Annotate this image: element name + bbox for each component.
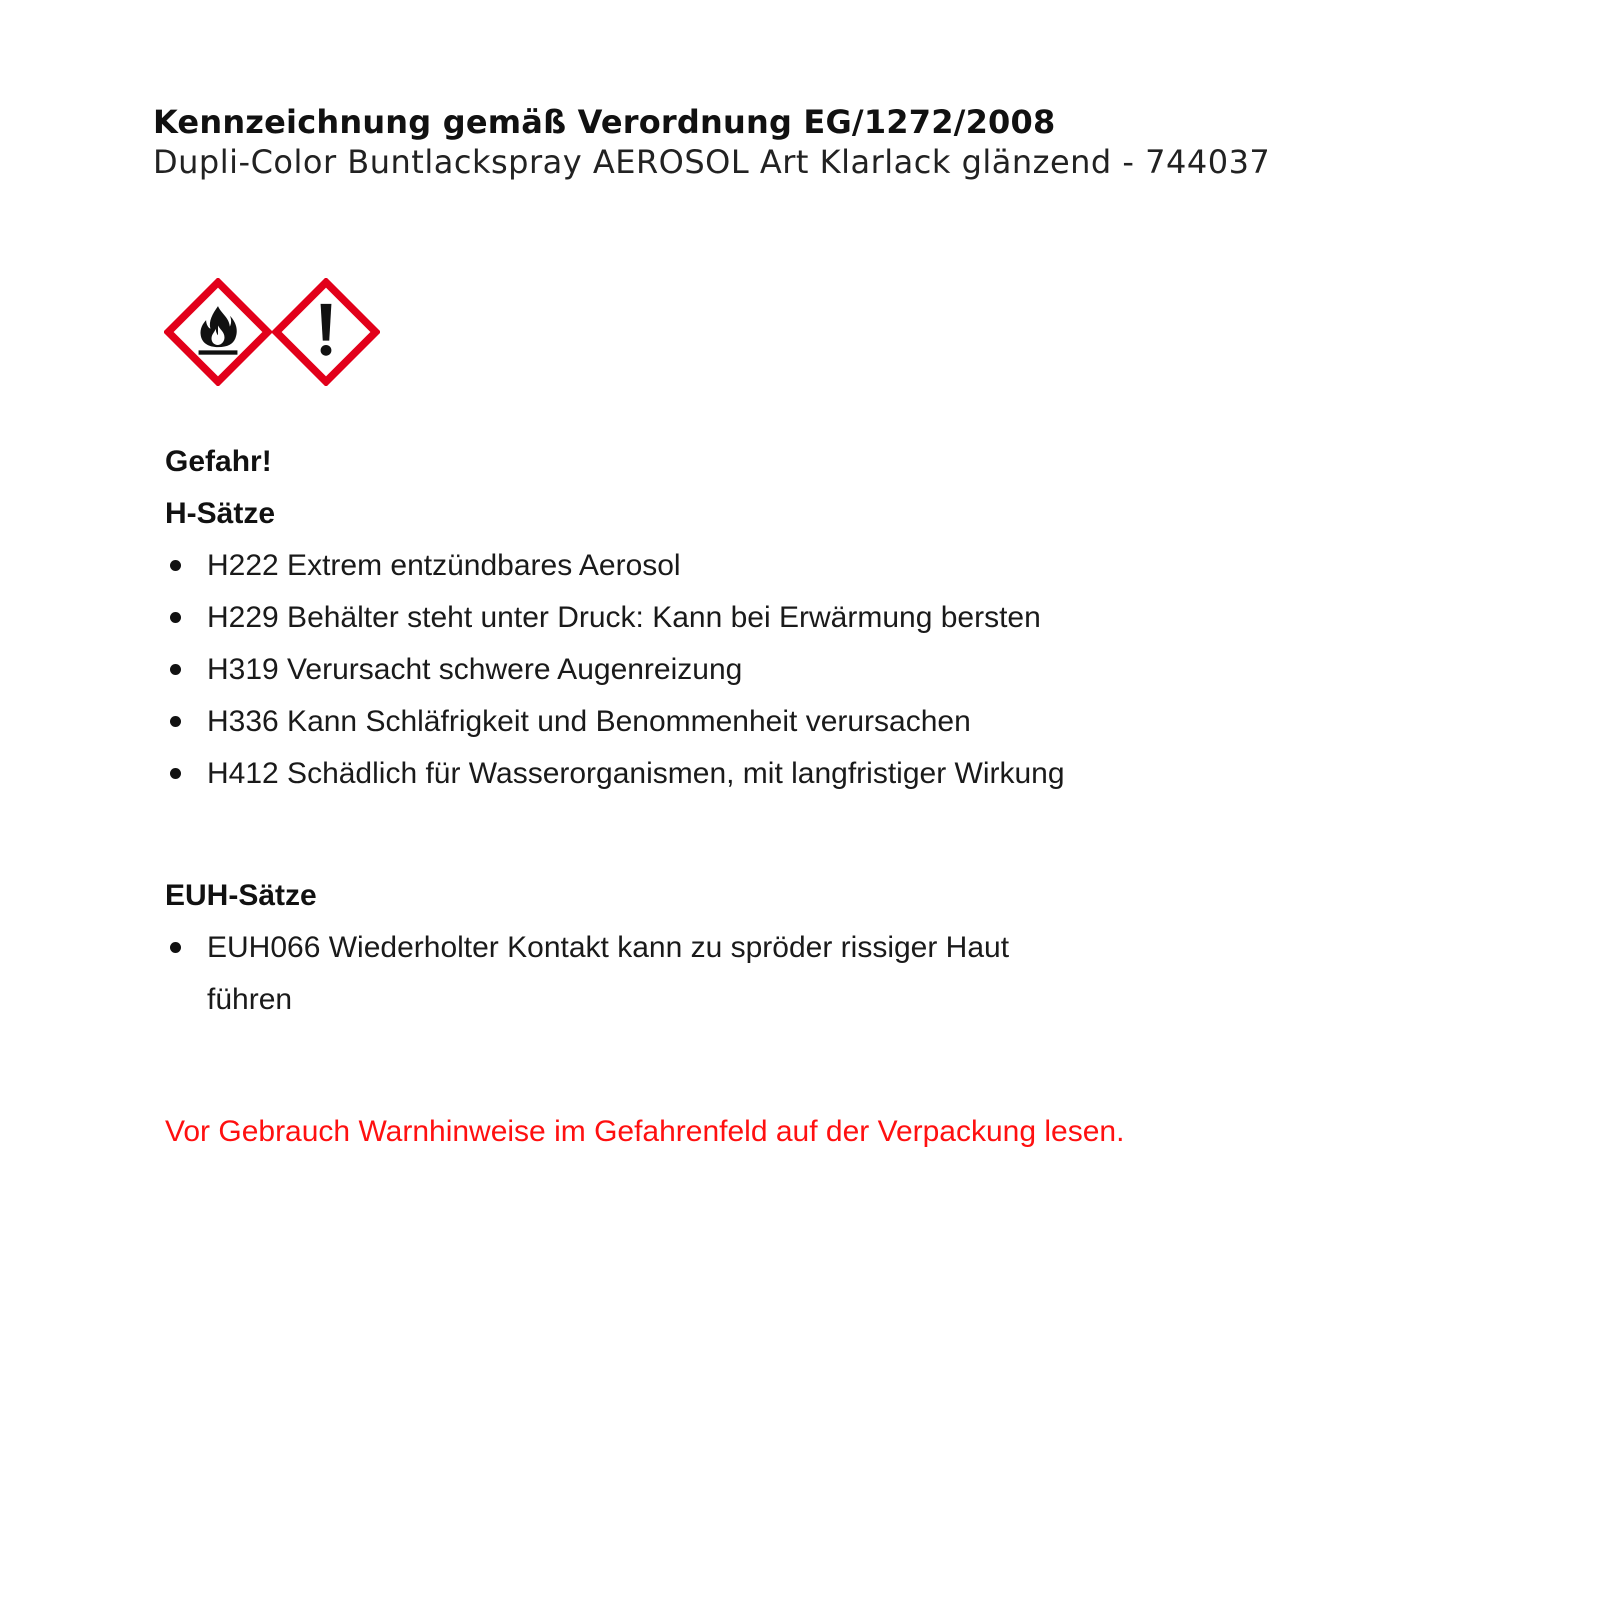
list-item <box>165 592 1145 644</box>
h-phrase-text: H412 Schädlich für Wasserorganismen, mit langfristiger Wirkung <box>207 757 1065 790</box>
document-header <box>153 102 1270 182</box>
packaging-warning-note: Vor Gebrauch Warnhinweise im Gefahrenfeld auf der Verpackung lesen. <box>165 1115 1125 1148</box>
hazard-content <box>165 436 1145 1158</box>
euh-phrases-heading: EUH-Sätze <box>165 879 317 912</box>
ghs-pictograms <box>164 278 386 392</box>
page-title: Kennzeichnung gemäß Verordnung EG/1272/2008 <box>153 103 1056 141</box>
h-phrases-heading: H-Sätze <box>165 497 276 530</box>
h-phrase-text: H319 Verursacht schwere Augenreizung <box>207 653 743 686</box>
list-item <box>165 644 1145 696</box>
h-phrases-list <box>165 540 1145 800</box>
bullet-icon <box>170 664 181 675</box>
list-item <box>165 748 1145 800</box>
bullet-icon <box>170 768 181 779</box>
euh-phrases-list <box>165 922 1145 1026</box>
list-item <box>165 922 1067 1026</box>
bullet-icon <box>170 560 181 571</box>
h-phrase-text: H229 Behälter steht unter Druck: Kann bei Erwärmung bersten <box>207 601 1041 634</box>
h-phrase-text: H222 Extrem entzündbares Aerosol <box>207 549 681 582</box>
list-item <box>165 696 1145 748</box>
list-item <box>165 540 1145 592</box>
bullet-icon <box>170 716 181 727</box>
ghs-flame-icon <box>164 278 278 392</box>
ghs-exclamation-icon <box>272 278 386 392</box>
h-phrase-text: H336 Kann Schläfrigkeit und Benommenheit verursachen <box>207 705 971 738</box>
product-subtitle: Dupli-Color Buntlackspray AEROSOL Art Klarlack glänzend - 744037 <box>153 143 1271 181</box>
signal-word: Gefahr! <box>165 445 272 478</box>
euh-phrase-text: EUH066 Wiederholter Kontakt kann zu spröder rissiger Haut führen <box>207 931 1010 1016</box>
bullet-icon <box>170 612 181 623</box>
bullet-icon <box>170 942 181 953</box>
